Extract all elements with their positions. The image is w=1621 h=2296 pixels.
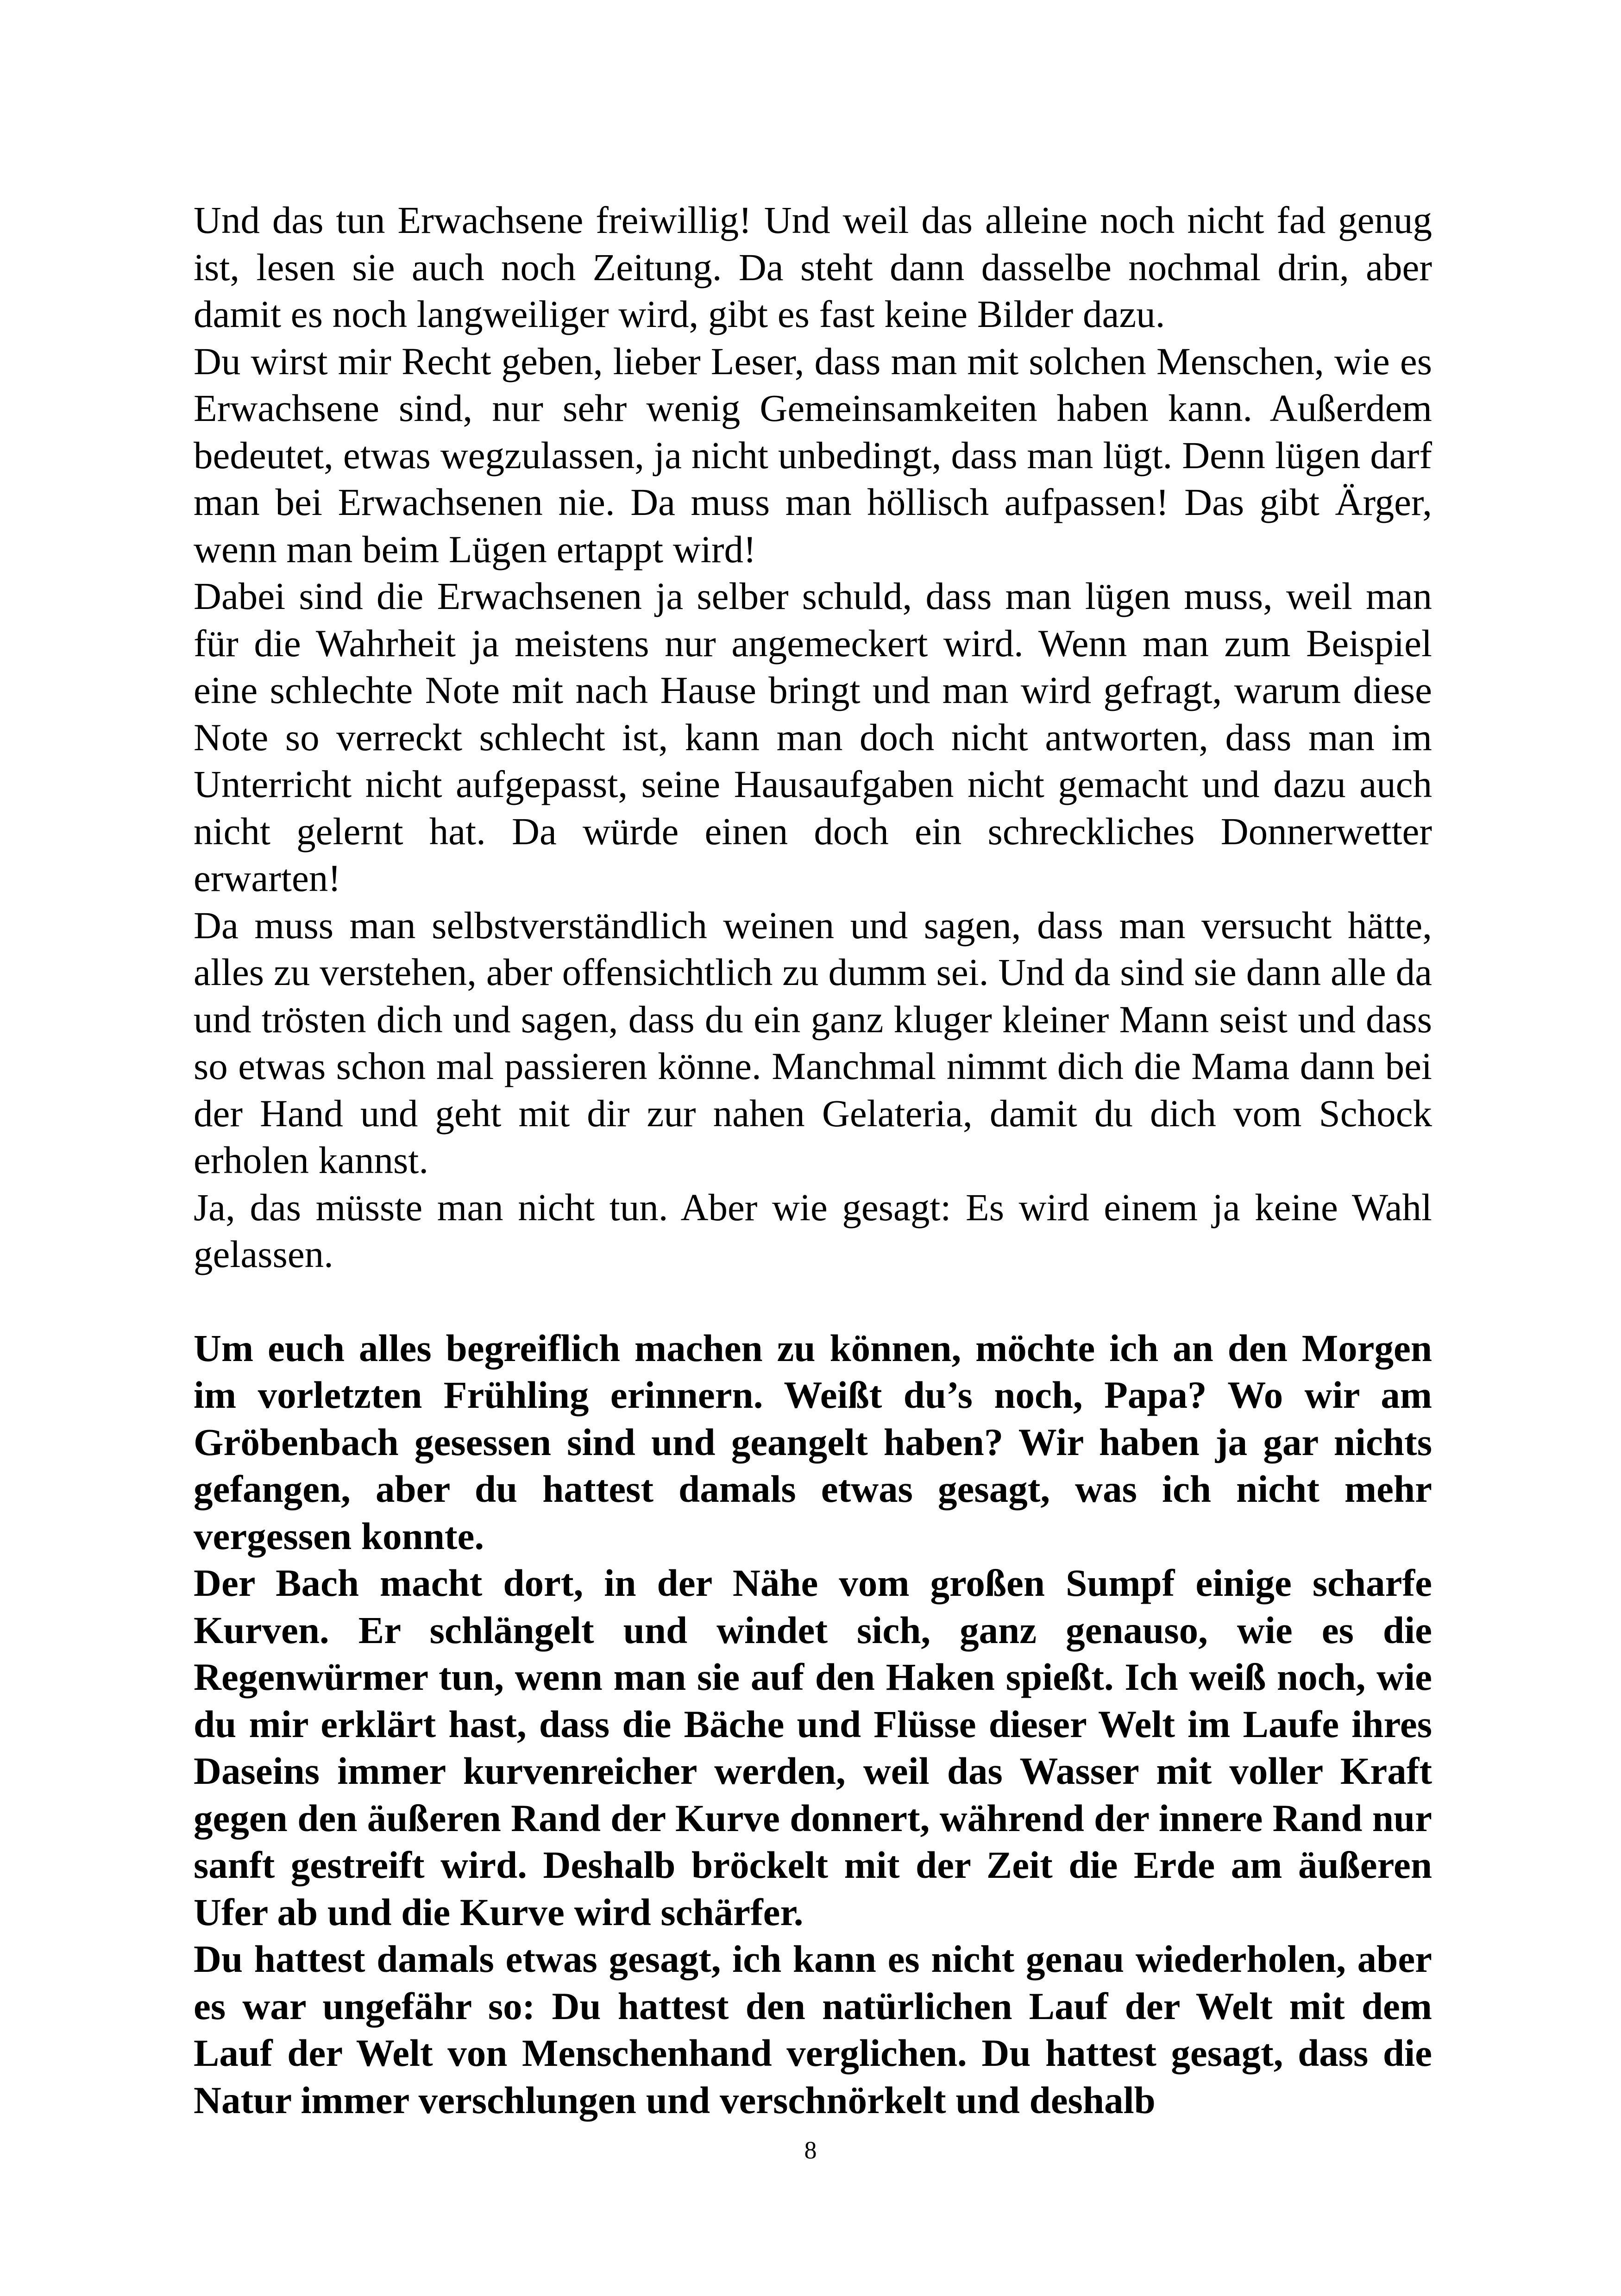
- paragraph: Da muss man selbstverständlich weinen und sagen, dass man versucht hätte, alles zu verstehen, aber offensichtlich zu dumm sei. Und da sind sie dann alle da und trösten dich und sagen, dass du ein ganz kluger kleiner Mann seist und dass so etwas schon mal passieren könne. Manchmal nimmt dich die Mama dann bei der Hand und geht mit dir zur nahen Gelateria, damit du dich vom Schock erholen kannst.: [194, 903, 1432, 1181]
- bold-paragraph: Der Bach macht dort, in der Nähe vom großen Sumpf einige scharfe Kurven. Er schlängelt und windet sich, ganz genauso, wie es die Regenwürmer tun, wenn man sie auf den Haken spießt. Ich weiß noch, wie du mir erklärt hast, dass die Bäche und Flüsse dieser Welt im Laufe ihres Daseins immer kurvenreicher werden, weil das Wasser mit voller Kraft gegen den äußeren Rand der Kurve donnert, während der innere Rand nur sanft gestreift wird. Deshalb bröckelt mit der Zeit die Erde am äußeren Ufer ab und die Kurve wird schärfer.: [194, 1562, 1432, 1933]
- bold-paragraph: Um euch alles begreiflich machen zu können, möchte ich an den Morgen im vorletzten Frühling erinnern. Weißt du’s noch, Papa? Wo wir am Gröbenbach gesessen sind und geangelt haben? Wir haben ja gar nichts gefangen, aber du hattest damals etwas gesagt, was ich nicht mehr vergessen konnte.: [194, 1326, 1432, 1557]
- paragraph: Dabei sind die Erwachsenen ja selber schuld, dass man lügen muss, weil man für die Wahrheit ja meistens nur angemeckert wird. Wenn man zum Beispiel eine schlechte Note mit nach Hause bringt und man wird gefragt, warum diese Note so verreckt schlecht ist, kann man doch nicht antworten, dass man im Unterricht nicht aufgepasst, seine Hausaufgaben nicht gemacht und dazu auch nicht gelernt hat. Da würde einen doch ein schreckliches Donnerwetter erwarten!: [194, 575, 1432, 899]
- page-number: 8: [804, 2136, 817, 2164]
- page-body: [194, 197, 1432, 2124]
- paragraph: Du wirst mir Recht geben, lieber Leser, dass man mit solchen Menschen, wie es Erwachsene sind, nur sehr wenig Gemeinsamkeiten haben kann. Außerdem bedeutet, etwas wegzulassen, ja nicht unbedingt, dass man lügt. Denn lügen darf man bei Erwachsenen nie. Da muss man höllisch aufpassen! Das gibt Ärger, wenn man beim Lügen ertappt wird!: [194, 339, 1432, 571]
- paragraph-spacer: [194, 1278, 1432, 1325]
- paragraph: Und das tun Erwachsene freiwillig! Und weil das alleine noch nicht fad genug ist, lesen sie auch noch Zeitung. Da steht dann dasselbe nochmal drin, aber damit es noch langweiliger wird, gibt es fast keine Bilder dazu.: [194, 199, 1432, 335]
- paragraph: Ja, das müsste man nicht tun. Aber wie gesagt: Es wird einem ja keine Wahl gelassen.: [194, 1186, 1432, 1275]
- bold-paragraph: Du hattest damals etwas gesagt, ich kann es nicht genau wiederholen, aber es war ungefähr so: Du hattest den natürlichen Lauf der Welt mit dem Lauf der Welt von Menschenhand verglichen. Du hattest gesagt, dass die Natur immer verschlungen und verschnörkelt und deshalb: [194, 1938, 1432, 2121]
